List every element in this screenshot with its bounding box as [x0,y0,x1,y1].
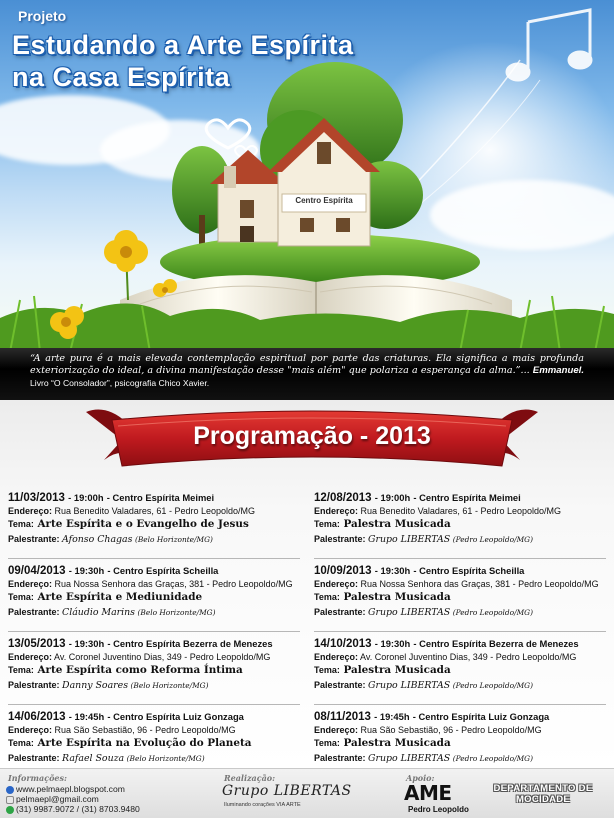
speaker-label: Palestrante: [8,753,60,763]
event-time: 19:45h [379,711,410,722]
event-divider [8,631,300,632]
event-speaker-line [314,752,606,764]
event-theme-line [8,663,300,677]
event-speaker: Grupo LIBERTAS [368,607,451,618]
event-theme-line [314,736,606,750]
libertas-tagline: Iluminando corações VIA ARTE [224,802,301,808]
event-time: 19:00h [380,492,411,503]
event-date: 14/10/2013 [314,638,372,650]
event-divider [314,631,606,632]
address-label: Endereço: [8,506,53,516]
ame-logo: AME [404,781,452,805]
project-label: Projeto [18,8,67,24]
ame-city: Pedro Leopoldo [408,805,469,814]
event-divider [314,558,606,559]
event-address: Rua Benedito Valadares, 61 - Pedro Leopoldo/MG [360,506,561,516]
program-banner-title: Programação - 2013 [193,422,431,450]
event-speaker-city: (Belo Horizonte/MG) [134,535,213,544]
event-card [8,490,300,561]
event-header: 12/08/2013 - 19:00h - Centro Espírita Meimei [314,492,521,504]
event-card [314,636,606,707]
theme-label: Tema: [8,519,34,529]
event-theme-line [8,517,300,531]
quote-author: Emmanuel. [532,365,584,376]
theme-label: Tema: [8,665,34,675]
event-date: 08/11/2013 [314,711,371,723]
event-theme-line [314,663,606,677]
event-center: Centro Espírita Scheilla [113,565,219,576]
event-time: 19:30h [74,565,105,576]
event-theme: Arte Espírita na Evolução do Planeta [37,737,252,749]
event-center: Centro Espírita Meimei [112,492,215,503]
event-speaker-city: (Pedro Leopoldo/MG) [452,608,533,617]
quote-band [0,348,614,400]
event-center: Centro Espírita Bezerra de Menezes [113,638,273,649]
event-address: Av. Coronel Juventino Dias, 349 - Pedro Leopoldo/MG [360,652,577,662]
event-speaker-city: (Belo Horizonte/MG) [126,754,205,763]
event-theme-line [8,736,300,750]
event-date: 13/05/2013 [8,638,66,650]
event-date: 10/09/2013 [314,565,372,577]
event-address: Rua São Sebastião, 96 - Pedro Leopoldo/MG [360,725,542,735]
event-theme: Palestra Musicada [343,664,451,676]
phone-numbers: (31) 9987.9072 / (31) 8703.9480 [16,804,140,814]
event-center: Centro Espírita Bezerra de Menezes [419,638,579,649]
event-card [8,636,300,707]
event-speaker: Grupo LIBERTAS [368,680,451,691]
event-speaker: Grupo LIBERTAS [368,534,451,545]
event-date: 11/03/2013 [8,492,65,504]
event-header: 14/10/2013 - 19:30h - Centro Espírita Bezerra de Menezes [314,638,579,650]
event-address-line [314,578,606,590]
program-column-left [8,488,300,780]
event-speaker-city: (Pedro Leopoldo/MG) [452,681,533,690]
event-theme-line [8,590,300,604]
event-speaker: Cláudio Marins [62,607,135,618]
theme-label: Tema: [314,519,340,529]
speaker-label: Palestrante: [8,607,60,617]
event-speaker-line [8,679,300,691]
quote-source: Livro “O Consolador”, psicografia Chico Xavier. [30,378,210,388]
event-address-line [8,651,300,663]
realization-heading: Realização: [224,773,276,783]
event-divider [314,704,606,705]
event-address-line [314,724,606,736]
speaker-label: Palestrante: [8,680,60,690]
event-theme-line [314,517,606,531]
event-date: 14/06/2013 [8,711,66,723]
program-column-right [314,488,606,780]
event-address-line [314,651,606,663]
speaker-label: Palestrante: [314,607,366,617]
theme-label: Tema: [8,592,34,602]
event-address: Rua São Sebastião, 96 - Pedro Leopoldo/MG [54,725,236,735]
event-theme: Arte Espírita como Reforma Íntima [37,664,243,676]
info-heading: Informações: [8,773,67,783]
quote-text: “A arte pura é a mais elevada contemplação espiritual por parte das criaturas. Ela significa a mais profunda exteriorização do ideal, a divina manifestação desse "mais além" que polariza a esperança da alma.”... [30,353,584,376]
event-speaker-line [8,533,300,545]
theme-label: Tema: [314,738,340,748]
event-time: 19:30h [380,638,411,649]
event-address: Rua Nossa Senhora das Graças, 381 - Pedro Leopoldo/MG [360,579,599,589]
event-center: Centro Espírita Scheilla [419,565,525,576]
event-address-line [8,578,300,590]
support-heading: Apoio: [406,773,435,783]
event-time: 19:45h [74,711,105,722]
speaker-label: Palestrante: [314,753,366,763]
address-label: Endereço: [8,725,53,735]
theme-label: Tema: [8,738,34,748]
event-address: Rua Benedito Valadares, 61 - Pedro Leopoldo/MG [54,506,255,516]
event-header: 09/04/2013 - 19:30h - Centro Espírita Scheilla [8,565,219,577]
event-header: 14/06/2013 - 19:45h - Centro Espírita Luiz Gonzaga [8,711,244,723]
event-speaker: Danny Soares [62,680,129,691]
footer [0,768,614,818]
event-header: 10/09/2013 - 19:30h - Centro Espírita Scheilla [314,565,525,577]
event-time: 19:30h [380,565,411,576]
department-logo: DEPARTAMENTO DE MOCIDADE [493,783,593,805]
website-link[interactable]: www.pelmaepl.blogspot.com [16,784,125,794]
event-theme: Arte Espírita e o Evangelho de Jesus [37,518,249,530]
phone-icon [6,806,14,814]
event-speaker-line [314,679,606,691]
event-speaker-line [314,533,606,545]
event-speaker-city: (Pedro Leopoldo/MG) [452,535,533,544]
event-speaker-city: (Pedro Leopoldo/MG) [452,754,533,763]
quote-paragraph [30,353,584,390]
event-address-line [8,505,300,517]
email-link[interactable]: pelmaepl@gmail.com [16,794,99,804]
theme-label: Tema: [314,665,340,675]
event-time: 19:00h [73,492,104,503]
address-label: Endereço: [8,652,53,662]
event-date: 12/08/2013 [314,492,372,504]
event-card [314,563,606,634]
program-section [0,400,614,768]
libertas-logo: Grupo LIBERTAS [222,783,352,799]
heart-icon [206,120,250,148]
event-center: Centro Espírita Meimei [419,492,521,503]
theme-label: Tema: [314,592,340,602]
page-title-line-1: Estudando a Arte Espírita [12,30,354,60]
event-header: 13/05/2013 - 19:30h - Centro Espírita Bezerra de Menezes [8,638,273,650]
event-theme-line [314,590,606,604]
page-title-line-2: na Casa Espírita [12,62,231,92]
address-label: Endereço: [314,506,359,516]
event-time: 19:30h [74,638,105,649]
music-notes-icon [507,10,591,80]
hero-illustration [0,0,614,352]
event-theme: Palestra Musicada [343,591,451,603]
address-label: Endereço: [314,725,359,735]
event-center: Centro Espírita Luiz Gonzaga [113,711,244,722]
event-speaker: Grupo LIBERTAS [368,753,451,764]
event-center: Centro Espírita Luiz Gonzaga [418,711,550,722]
speaker-label: Palestrante: [314,534,366,544]
event-address-line [314,505,606,517]
speaker-label: Palestrante: [314,680,366,690]
event-theme: Palestra Musicada [343,518,451,530]
event-header: 11/03/2013 - 19:00h - Centro Espírita Meimei [8,492,215,504]
event-divider [8,558,300,559]
event-divider [8,704,300,705]
event-speaker-line [314,606,606,618]
event-date: 09/04/2013 [8,565,66,577]
event-address: Av. Coronel Juventino Dias, 349 - Pedro Leopoldo/MG [54,652,271,662]
event-address: Rua Nossa Senhora das Graças, 381 - Pedro Leopoldo/MG [54,579,293,589]
event-speaker-city: (Belo Horizonte/MG) [137,608,216,617]
event-speaker: Rafael Souza [62,753,125,764]
speaker-label: Palestrante: [8,534,60,544]
event-speaker-line [8,752,300,764]
yellow-flower-icon [104,230,148,300]
house-sign: Centro Espírita [295,196,353,205]
event-theme: Arte Espírita e Mediunidade [37,591,203,603]
event-speaker: Afonso Chagas [62,534,133,545]
event-header: 08/11/2013 - 19:45h - Centro Espírita Luiz Gonzaga [314,711,550,723]
address-label: Endereço: [314,652,359,662]
event-card [314,490,606,561]
event-address-line [8,724,300,736]
address-label: Endereço: [8,579,53,589]
event-theme: Palestra Musicada [343,737,451,749]
program-ribbon [82,400,542,490]
event-speaker-city: (Belo Horizonte/MG) [130,681,209,690]
globe-icon [6,786,14,794]
address-label: Endereço: [314,579,359,589]
email-icon [6,796,14,804]
event-speaker-line [8,606,300,618]
event-card [8,563,300,634]
